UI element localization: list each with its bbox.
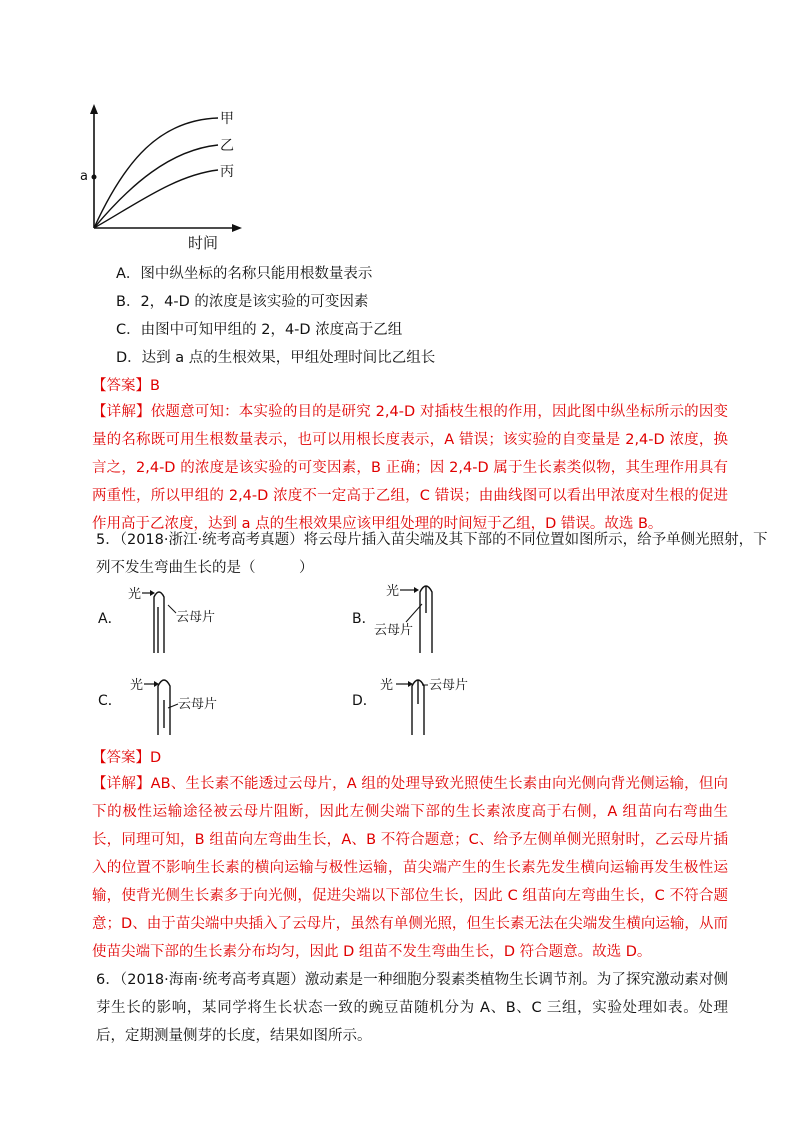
curve-yi: [94, 145, 218, 228]
q5-diagram-a: [128, 583, 238, 653]
mica-label-d: 云母片: [429, 678, 469, 693]
q4-detail: 【详解】依题意可知：本实验的目的是研究 2,4-D 对插枝生根的作用，因此图中纵坐标所示的因变量的名称既可用生根数量表示，也可以用根长度表示，A 错误；该实验的自变量是 2,4-D 浓度，换言之，2,4-D 的浓度是该实验的可变因素，B 正确；因 2,4-D 属于生长素类似物，其生理作用具有两重性，所以甲组的 2,4-D 浓度不一定高于乙组，C 错误；由曲线图可以看出甲浓度对生根的促进作用高于乙浓度，达到 a 点的生根效果应该甲组处理的时间短于乙组，D 错误。故选 B。: [92, 404, 728, 532]
q5-diagram-d: [372, 670, 482, 735]
point-a: [92, 175, 97, 180]
y-marker-a: a: [80, 169, 88, 184]
q4-option-a: A．图中纵坐标的名称只能用根数量表示: [116, 266, 373, 282]
mica-pointer-a: [168, 605, 176, 613]
mica-label-b: 云母片: [374, 623, 414, 638]
y-axis-arrow: [90, 104, 98, 114]
curve-label-jia: 甲: [220, 111, 234, 127]
q5-detail: 【详解】AB、生长素不能透过云母片，A 组的处理导致光照使生长素由向光侧向背光侧运输，但向下的极性运输途径被云母片阻断，因此左侧尖端下部的生长素浓度高于右侧，A 组苗向右弯曲生长，同理可知，B 组苗向左弯曲生长，A、B 不符合题意；C、给予左侧单侧光照射时，乙云母片插入的位置不影响生长素的横向运输与极性运输，苗尖端产生的生长素先发生横向运输再发生极性运输，使背光侧生长素多于向光侧，促进尖端以下部位生长，因此 C 组苗向左弯曲生长，C 不符合题意；D、由于苗尖端中央插入了云母片，虽然有单侧光照，但生长素无法在尖端发生横向运输，从而使苗尖端下部的生长素分布均匀，因此 D 组苗不发生弯曲生长，D 符合题意。故选 D。: [92, 776, 728, 960]
q4-option-b: B．2，4-D 的浓度是该实验的可变因素: [116, 294, 369, 310]
q4-option-c: C．由图中可知甲组的 2，4-D 浓度高于乙组: [116, 322, 403, 338]
light-label-b: 光: [386, 584, 400, 599]
curve-bing: [94, 170, 218, 228]
q5-option-b-letter: B．: [352, 611, 376, 627]
x-axis-label: 时间: [188, 234, 219, 252]
q5-option-a-letter: A．: [98, 611, 122, 627]
curve-label-bing: 丙: [220, 164, 234, 180]
mica-label-a: 云母片: [176, 610, 216, 625]
q5-stem-line1: 5．（2018·浙江·统考高考真题）将云母片插入苗尖端及其下部的不同位置如图所示，给予单侧光照射，下: [96, 532, 768, 548]
light-label-c: 光: [130, 678, 144, 693]
rooting-curve-graph: [70, 100, 250, 255]
q5-option-d-letter: D．: [352, 693, 377, 709]
x-axis-arrow: [232, 224, 242, 232]
q5-diagram-c: [128, 670, 238, 735]
mica-label-c: 云母片: [178, 697, 218, 712]
seedling-a: [154, 592, 164, 653]
q5-stem-line2: 列不发生弯曲生长的是（ ）: [96, 560, 314, 576]
q5-option-c-letter: C．: [98, 693, 122, 709]
q4-option-d: D．达到 a 点的生根效果，甲组处理时间比乙组长: [116, 350, 436, 366]
q4-answer: 【答案】B: [92, 378, 160, 394]
q5-diagram-b: [372, 578, 482, 653]
curve-label-yi: 乙: [220, 138, 234, 154]
q5-answer: 【答案】D: [92, 750, 162, 766]
light-label-d: 光: [380, 678, 394, 693]
light-label-a: 光: [128, 587, 142, 602]
q6-stem: 6．（2018·海南·统考高考真题）激动素是一种细胞分裂素类植物生长调节剂。为了探究激动素对侧芽生长的影响，某同学将生长状态一致的豌豆苗随机分为 A、B、C 三组，实验处理如表。处理后，定期测量侧芽的长度，结果如图所示。: [96, 972, 728, 1044]
